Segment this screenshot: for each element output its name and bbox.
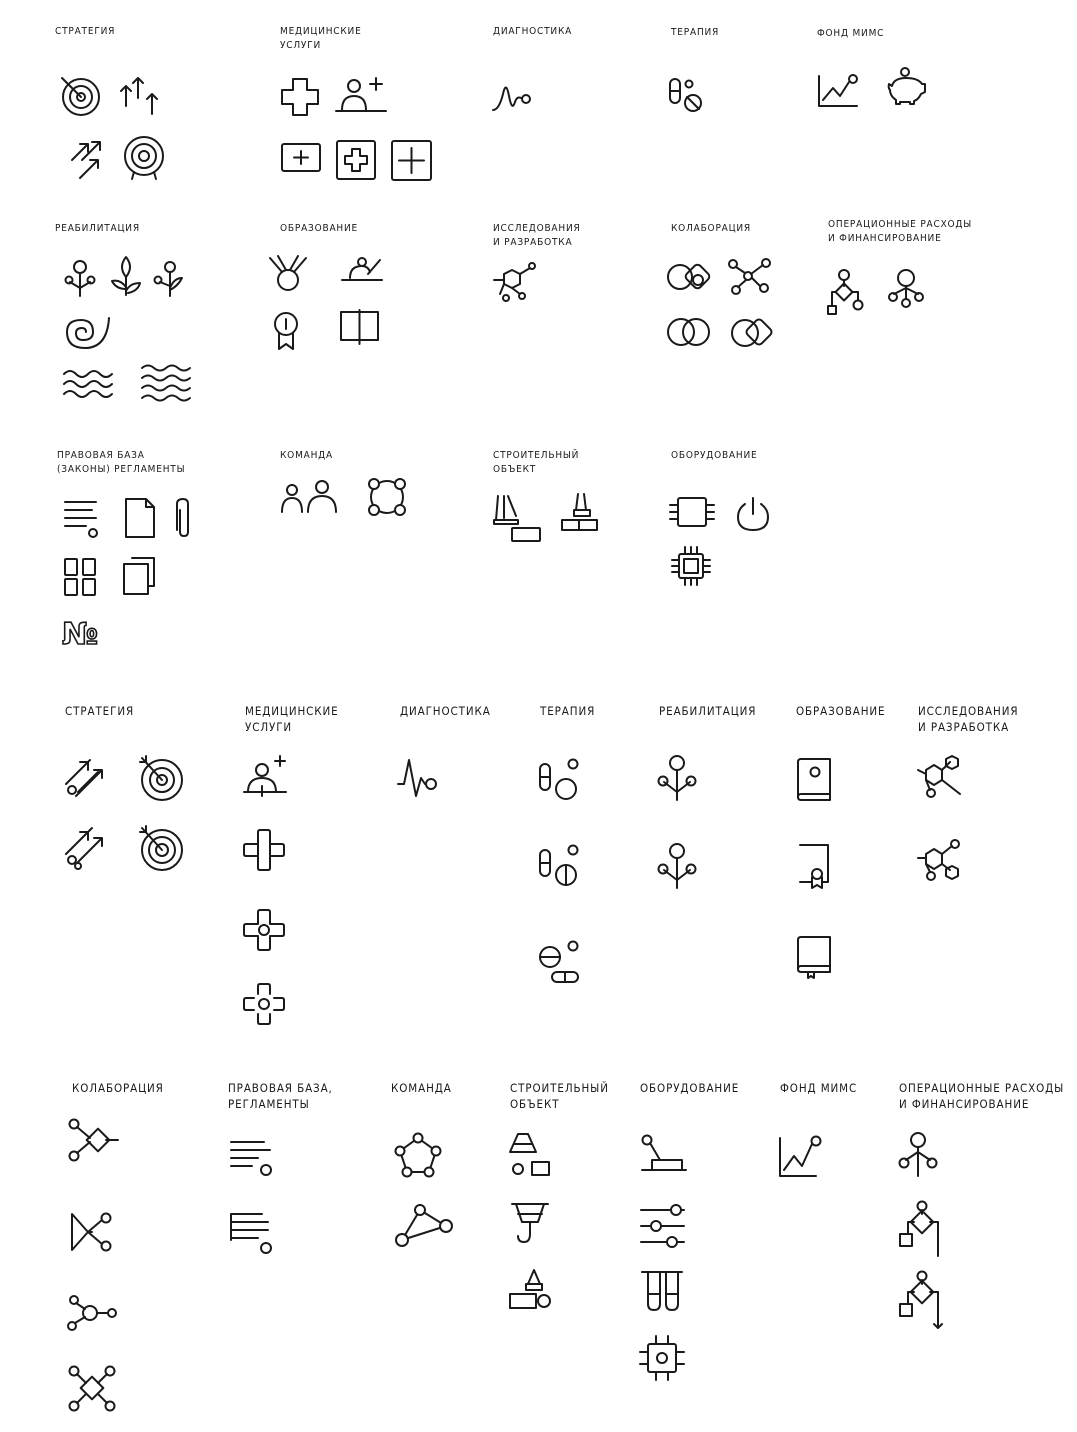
pills-icon <box>666 76 708 116</box>
cpu-icon-2 <box>638 1334 686 1382</box>
copy-documents-icon <box>120 554 158 598</box>
plant-icon <box>62 258 98 298</box>
cross-network-icon <box>66 1364 118 1414</box>
medal-icon <box>266 254 310 294</box>
hierarchy-icon-2 <box>896 1130 946 1180</box>
label-strategy-2: СТРАТЕГИЯ <box>65 704 135 718</box>
label-legal-2: ПРАВОВАЯ БАЗА, РЕГЛАМЕНТЫ <box>228 1081 333 1111</box>
label-medical-2: МЕДИЦИНСКИЕ УСЛУГИ <box>245 704 339 734</box>
growth-arrows-icon <box>120 74 160 118</box>
file-icon <box>122 496 158 540</box>
label-opex-2: ОПЕРАЦИОННЫЕ РАСХОДЫ И ФИНАНСИРОВАНИЕ <box>899 1081 1065 1111</box>
label-research-1: ИССЛЕДОВАНИЯ И РАЗРАБОТКА <box>493 223 581 248</box>
text-list-icon <box>228 1138 276 1178</box>
cpu-icon <box>670 545 712 587</box>
medical-cross-icon <box>279 76 321 118</box>
label-legal-1: ПРАВОВАЯ БАЗА (ЗАКОНЫ) РЕГЛАМЕНТЫ <box>57 450 186 475</box>
document-list-icon <box>62 498 102 540</box>
label-construction-2: СТРОИТЕЛЬНЫЙ ОБЪЕКТ <box>510 1081 609 1111</box>
wavy-lines-icon <box>138 362 192 406</box>
group-circle-icon <box>364 474 410 520</box>
label-fund-2: ФОНД МИМС <box>780 1081 858 1095</box>
venn-icon <box>666 314 712 350</box>
waves-icon <box>62 366 116 402</box>
label-opex-1: ОПЕРАЦИОННЫЕ РАСХОДЫ И ФИНАНСИРОВАНИЕ <box>828 219 972 244</box>
target-bullseye-icon <box>136 822 188 874</box>
paperclip-icon <box>171 496 197 540</box>
target-icon <box>58 74 104 120</box>
label-collaboration-1: КОЛАБОРАЦИЯ <box>671 223 751 234</box>
people-icon <box>280 478 340 516</box>
label-diagnostics-1: ДИАГНОСТИКА <box>493 26 573 37</box>
rounded-cross-icon <box>242 828 288 874</box>
chart-growth-icon-2 <box>776 1132 826 1180</box>
cross-circle-icon <box>242 908 288 954</box>
network-icon <box>726 256 774 298</box>
capsule-tablet-icon <box>536 940 582 986</box>
pills-icon-2 <box>536 756 582 802</box>
label-equipment-2: ОБОРУДОВАНИЕ <box>640 1081 740 1095</box>
label-rehab-2: РЕАБИЛИТАЦИЯ <box>659 704 757 718</box>
flower-icon <box>152 258 188 298</box>
label-equipment-1: ОБОРУДОВАНИЕ <box>671 450 758 461</box>
chart-growth-icon <box>815 72 861 112</box>
add-patient-icon-2 <box>242 752 292 798</box>
rocket-arrows-icon <box>62 756 108 800</box>
label-construction-1: СТРОИТЕЛЬНЫЙ ОБЪЕКТ <box>493 450 580 475</box>
pulse-icon <box>491 78 535 114</box>
award-ribbon-icon <box>270 310 302 352</box>
flowchart-arrow-icon <box>896 1270 946 1332</box>
label-rehab-1: РЕАБИЛИТАЦИЯ <box>55 223 140 234</box>
label-strategy-1: СТРАТЕГИЯ <box>55 26 116 37</box>
label-collaboration-2: КОЛАБОРАЦИЯ <box>72 1081 164 1095</box>
piggy-bank-icon <box>884 64 930 110</box>
plant-tree-alt-icon <box>654 842 700 890</box>
book-closed-icon <box>794 934 836 980</box>
label-diagnostics-2: ДИАГНОСТИКА <box>400 704 491 718</box>
numero-sign-icon: № <box>62 617 99 652</box>
lever-machine-icon <box>638 1132 688 1180</box>
book-icon <box>794 756 836 804</box>
hierarchy-icon <box>884 266 930 312</box>
molecule-icon <box>490 258 540 304</box>
flowchart-icon <box>824 266 870 318</box>
document-lines-icon <box>228 1210 276 1256</box>
label-education-2: ОБРАЗОВАНИЕ <box>796 704 886 718</box>
flowchart-icon-2 <box>896 1200 946 1260</box>
power-icon <box>734 494 772 534</box>
label-team-1: КОМАНДА <box>280 450 333 461</box>
plus-card-icon <box>280 142 322 174</box>
label-fund-1: ФОНД МИМС <box>817 28 885 39</box>
chip-wide-icon <box>668 494 716 532</box>
target-dart-icon <box>136 752 188 804</box>
construction-blocks-icon <box>506 1266 556 1316</box>
cross-dashed-icon <box>242 982 288 1028</box>
overlap-shapes-icon <box>666 258 714 296</box>
add-patient-icon <box>334 74 388 116</box>
diagonal-arrows-icon <box>70 138 106 180</box>
branch-triangle-icon <box>66 1210 116 1256</box>
team-triangle-icon <box>392 1202 456 1252</box>
plant-tree-icon <box>654 754 700 802</box>
cone-blocks-icon <box>506 1130 556 1180</box>
target-stand-icon <box>122 134 166 182</box>
rocket-arrows-alt-icon <box>62 826 108 870</box>
team-pentagon-icon <box>392 1132 444 1180</box>
cross-box-icon <box>335 139 377 181</box>
label-research-2: ИССЛЕДОВАНИЯ И РАЗРАБОТКА <box>918 704 1019 734</box>
label-education-1: ОБРАЗОВАНИЕ <box>280 223 358 234</box>
certificate-icon <box>796 842 836 892</box>
label-team-2: КОМАНДА <box>391 1081 452 1095</box>
spiral-icon <box>63 312 113 352</box>
sprout-icon <box>108 255 144 297</box>
circle-diamond-icon <box>728 312 778 354</box>
label-therapy-1: ТЕРАПИЯ <box>671 27 720 38</box>
sliders-icon <box>638 1202 688 1250</box>
plus-box-icon <box>390 139 434 183</box>
label-medical-1: МЕДИЦИНСКИЕ УСЛУГИ <box>280 26 362 51</box>
grid-cards-icon <box>62 556 100 598</box>
pulse-icon-2 <box>396 756 442 802</box>
crane-bricks-icon <box>558 490 602 534</box>
molecule-alt-icon <box>914 836 966 886</box>
test-tubes-icon <box>640 1268 686 1314</box>
crane-block-icon <box>490 492 544 544</box>
open-book-icon <box>338 308 382 346</box>
flow-diamond-icon <box>66 1118 120 1164</box>
sunrise-icon <box>340 254 384 286</box>
node-chain-icon <box>62 1292 120 1334</box>
pills-split-icon <box>536 842 582 888</box>
molecule-icon-2 <box>914 752 966 802</box>
crane-hook-icon <box>506 1200 556 1250</box>
label-therapy-2: ТЕРАПИЯ <box>540 704 596 718</box>
